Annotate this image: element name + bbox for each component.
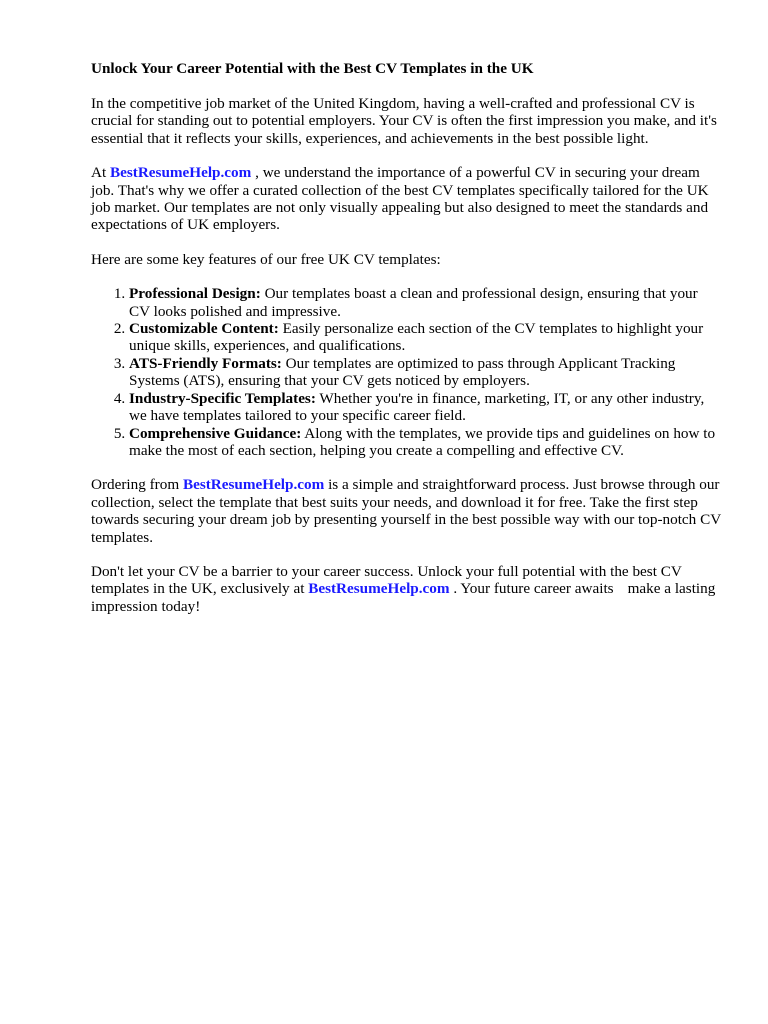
feature-item xyxy=(129,285,721,320)
feature-term: Professional Design: xyxy=(129,285,261,303)
feature-item xyxy=(129,425,721,460)
feature-item xyxy=(129,320,721,355)
bestresumehelp-link[interactable]: BestResumeHelp.com xyxy=(308,580,450,598)
closing-middle: . Your future career awaits xyxy=(449,580,614,598)
closing-prefix: Don't let your CV be a barrier to your career success. Unlock your full potential with the best CV templates in the UK, exclusively at xyxy=(91,562,682,598)
feature-term: Comprehensive Guidance: xyxy=(129,424,302,442)
feature-text: Along with the templates, we provide tips and guidelines on how to make the most of each section, helping you create a compelling and effective CV. xyxy=(129,424,716,459)
ordering-text: is a simple and straightforward process. Just browse through our collection, select the template that best suits your needs, and download it for free. Take the first step towards securing your dream job by presenting yourself in the best possible way with our top-notch CV templates. xyxy=(91,476,721,546)
about-paragraph xyxy=(91,164,721,234)
bestresumehelp-link[interactable]: BestResumeHelp.com xyxy=(109,164,252,182)
features-list xyxy=(91,285,721,459)
document-content xyxy=(91,60,721,632)
feature-text: Our templates are optimized to pass through Applicant Tracking Systems (ATS), ensuring that your CV gets noticed by employers. xyxy=(129,354,676,390)
feature-term: ATS-Friendly Formats: xyxy=(129,354,282,372)
feature-text: Whether you're in finance, marketing, IT, or any other industry, we have templates tailored to your specific career field. xyxy=(129,389,705,425)
document-title: Unlock Your Career Potential with the Best CV Templates in the UK xyxy=(91,60,534,77)
feature-item xyxy=(129,355,721,390)
feature-item xyxy=(129,390,721,425)
about-text: , we understand the importance of a powerful CV in securing your dream job. That's why we offer a curated collection of the best CV templates specifically tailored for the UK job market. Our templates are not only visually appealing but also designed to meet the standards and expectations of UK employers. xyxy=(91,164,709,234)
feature-term: Industry-Specific Templates: xyxy=(129,389,316,407)
about-prefix: At xyxy=(91,164,110,182)
feature-text: Our templates boast a clean and professional design, ensuring that your CV looks polished and impressive. xyxy=(129,285,698,320)
intro-paragraph: In the competitive job market of the United Kingdom, having a well-crafted and professional CV is crucial for standing out to potential employers. Your CV is often the first impression you make, and it's essential that it reflects your skills, experiences, and achievements in the best possible light. xyxy=(91,95,717,147)
feature-term: Customizable Content: xyxy=(129,320,279,338)
closing-text: make a lasting impression today! xyxy=(91,580,716,615)
ordering-prefix: Ordering from xyxy=(91,476,183,494)
feature-text: Easily personalize each section of the CV templates to highlight your unique skills, experiences, and qualifications. xyxy=(129,320,704,355)
features-intro: Here are some key features of our free UK CV templates: xyxy=(91,250,441,268)
closing-paragraph xyxy=(91,563,721,615)
ordering-paragraph xyxy=(91,476,721,546)
bestresumehelp-link[interactable]: BestResumeHelp.com xyxy=(182,476,325,494)
